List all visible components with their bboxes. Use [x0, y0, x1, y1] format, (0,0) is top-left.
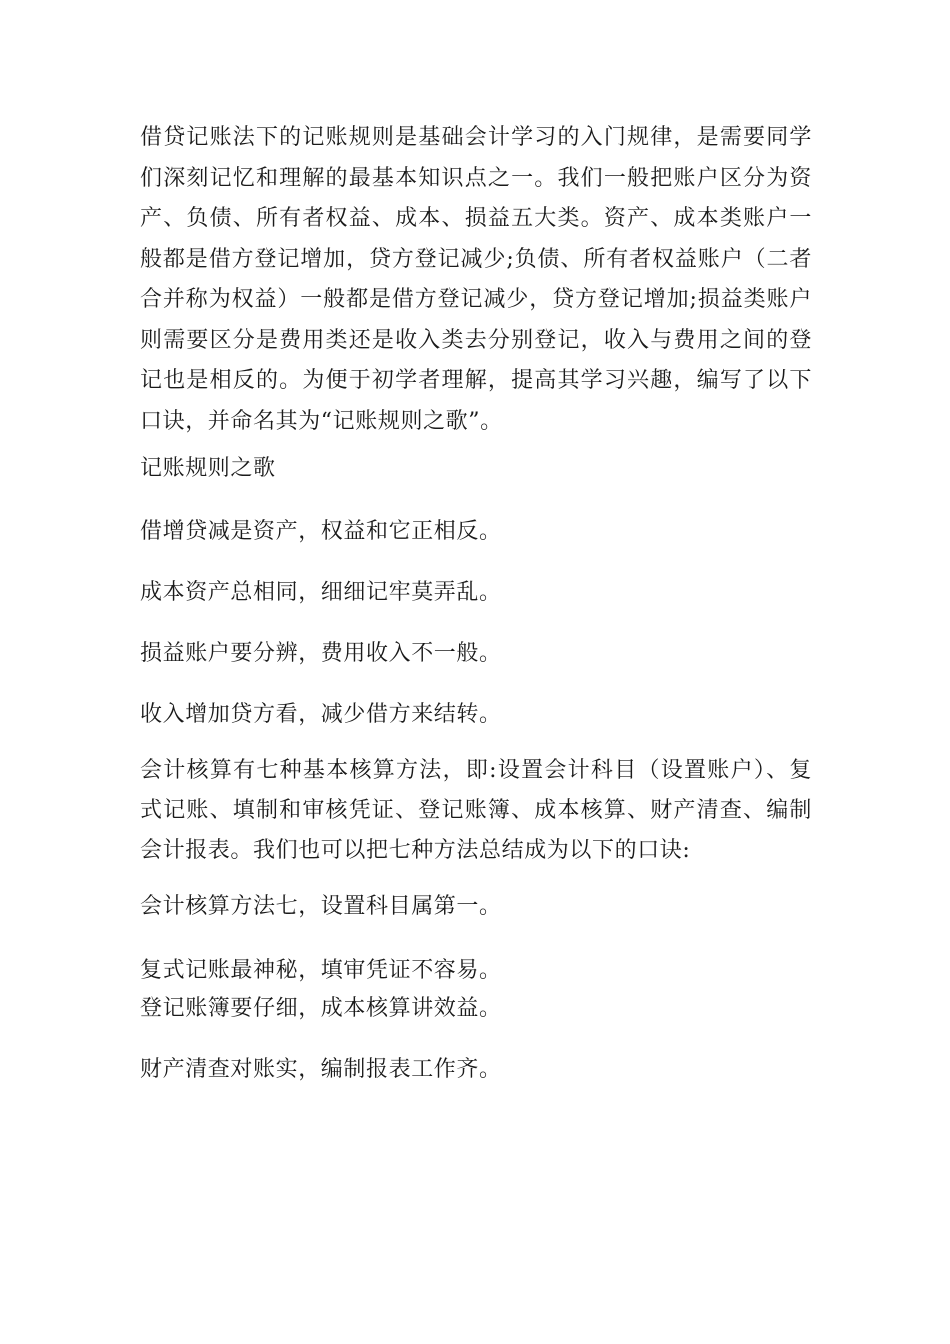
song-title: 记账规则之歌	[140, 456, 276, 481]
document-body	[140, 118, 812, 1085]
methods-line: 登记账簿要仔细，成本核算讲效益。	[140, 996, 502, 1021]
song-line: 收入增加贷方看，减少借方来结转。	[140, 702, 502, 727]
intro-paragraph: 借贷记账法下的记账规则是基础会计学习的入门规律，是需要同学们深刻记忆和理解的最基本知识点之一。我们一般把账户区分为资产、负债、所有者权益、成本、损益五大类。资产、成本类账户一般都是借方登记增加，贷方登记减少;负债、所有者权益账户（二者合并称为权益）一般都是借方登记减少，贷方登记增加;损益类账户则需要区分是费用类还是收入类去分别登记，收入与费用之间的登记也是相反的。为便于初学者理解，提高其学习兴趣，编写了以下口诀，并命名其为“记账规则之歌”。	[140, 125, 812, 434]
methods-line: 复式记账最神秘，填审凭证不容易。	[140, 958, 502, 983]
song-line: 成本资产总相同，细细记牢莫弄乱。	[140, 580, 502, 605]
song-line: 损益账户要分辨，费用收入不一般。	[140, 641, 502, 666]
methods-paragraph: 会计核算有七种基本核算方法，即:设置会计科目（设置账户）、复式记账、填制和审核凭证、登记账簿、成本核算、财产清查、编制会计报表。我们也可以把七种方法总结成为以下的口诀:	[140, 758, 812, 863]
methods-line: 会计核算方法七，设置科目属第一。	[140, 894, 502, 919]
methods-line: 财产清查对账实，编制报表工作齐。	[140, 1057, 502, 1082]
song-line: 借增贷减是资产，权益和它正相反。	[140, 519, 502, 544]
